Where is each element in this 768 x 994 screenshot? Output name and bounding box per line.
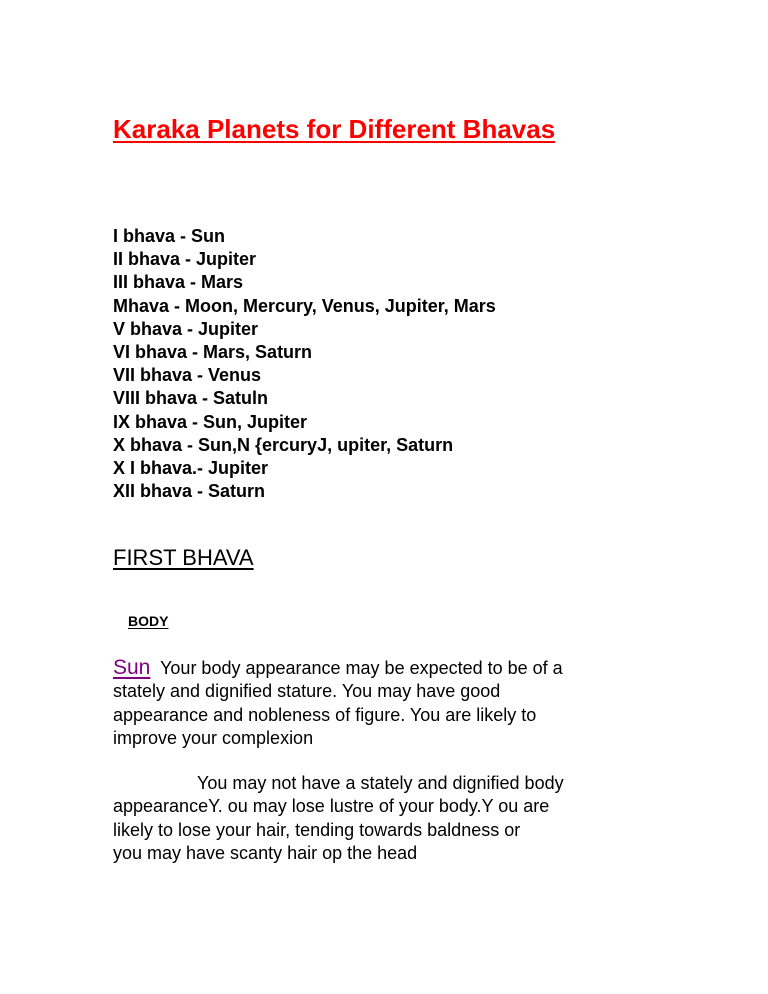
paragraph-line (113, 656, 713, 680)
paragraph-line: you may have scanty hair op the head (113, 842, 418, 863)
list-item: Mhava - Moon, Mercury, Venus, Jupiter, Mars (113, 295, 496, 316)
paragraph-line (113, 772, 713, 795)
paragraph-line: improve your complexion (113, 727, 314, 748)
karaka-list (113, 225, 496, 503)
list-item: IX bhava - Sun, Jupiter (113, 411, 308, 432)
list-item: III bhava - Mars (113, 272, 244, 293)
list-item: I bhava - Sun (113, 226, 226, 246)
list-item: VI bhava - Mars, Saturn (113, 342, 313, 363)
list-item: X I bhava.- Jupiter (113, 458, 269, 479)
planet-label: Sun (113, 656, 151, 679)
page-title: Karaka Planets for Different Bhavas (113, 114, 556, 144)
paragraph-text: You may not have a stately and dignified body (197, 773, 564, 793)
section-heading: FIRST BHAVA (113, 545, 254, 570)
list-item: V bhava - Jupiter (113, 318, 259, 339)
list-item: XII bhava - Saturn (113, 481, 266, 502)
list-item: X bhava - Sun,N {ercuryJ, upiter, Saturn (113, 434, 454, 455)
paragraph-line: likely to lose your hair, tending towards baldness or (113, 819, 521, 840)
paragraph-line: appearanceY. ou may lose lustre of your body.Y ou are (113, 796, 550, 817)
paragraph-text: Your body appearance may be expected to be of a (160, 658, 563, 678)
list-item: VII bhava - Venus (113, 365, 262, 386)
paragraph-line: appearance and nobleness of figure. You are likely to (113, 704, 537, 725)
list-item: VIII bhava - Satuln (113, 388, 269, 409)
sub-heading: BODY (128, 613, 169, 629)
paragraph-second (113, 772, 713, 865)
paragraph-line: stately and dignified stature. You may have good (113, 681, 501, 702)
list-item: II bhava - Jupiter (113, 249, 257, 270)
paragraph-sun (113, 656, 713, 750)
